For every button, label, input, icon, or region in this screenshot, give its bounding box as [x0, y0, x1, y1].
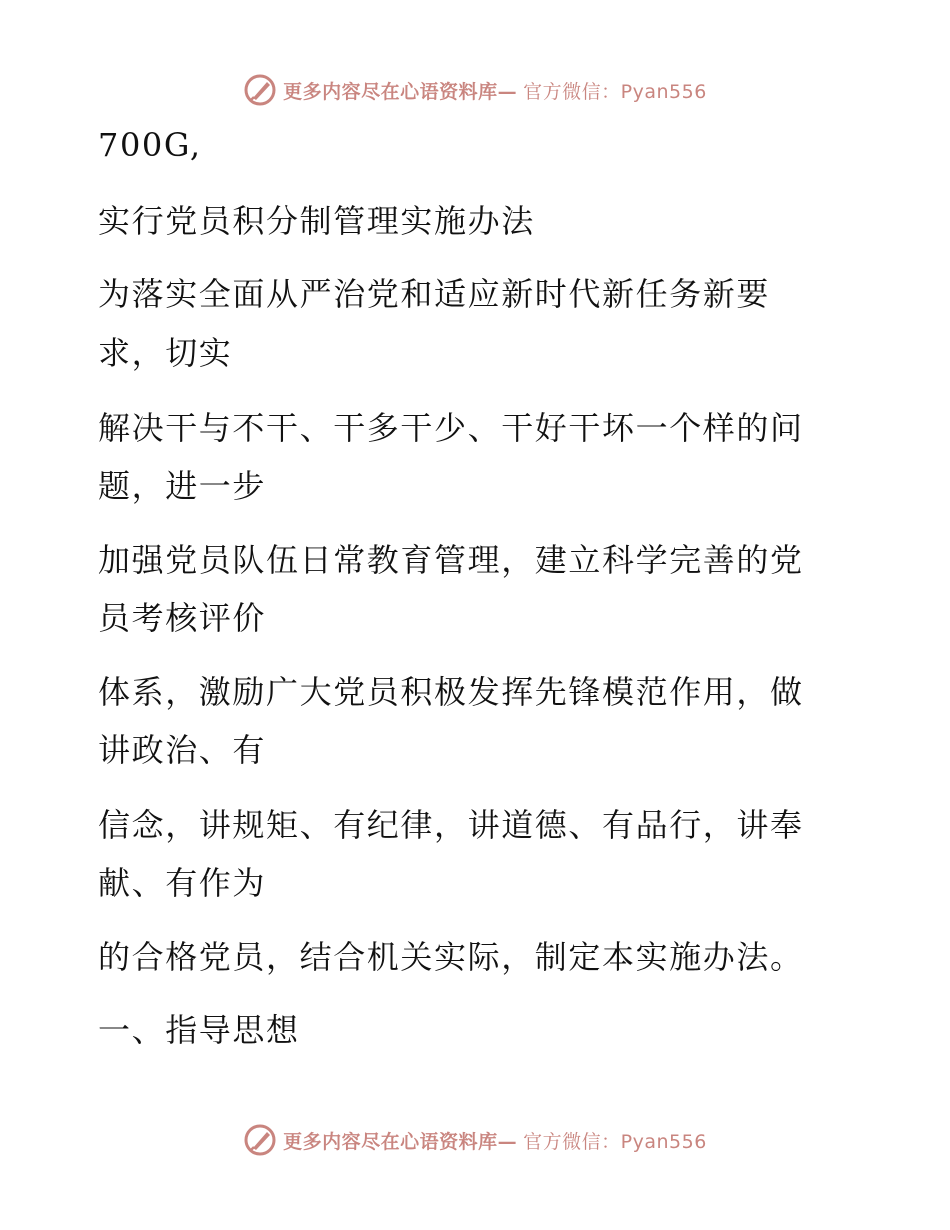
- quill-logo-icon: [243, 1123, 277, 1157]
- watermark-site-text: 更多内容尽在心语资料库—: [283, 80, 518, 103]
- text-line: 题，进一步: [98, 467, 267, 505]
- text-line: 献、有作为: [98, 864, 267, 902]
- text-line: 讲政治、有: [98, 731, 267, 769]
- section-heading: 一、指导思想: [98, 1011, 300, 1049]
- document-title: 实行党员积分制管理实施办法: [98, 202, 535, 240]
- text-line: 700G,: [98, 126, 202, 164]
- text-line: 体系，激励广大党员积极发挥先锋模范作用，做: [98, 673, 804, 711]
- text-line: 求，切实: [98, 334, 233, 372]
- watermark-site-text: 更多内容尽在心语资料库—: [283, 1130, 518, 1153]
- text-line: 解决干与不干、干多干少、干好干坏一个样的问: [98, 409, 804, 447]
- text-line: 加强党员队伍日常教育管理，建立科学完善的党: [98, 541, 804, 579]
- watermark-wechat-text: 官方微信：Pyan556: [523, 1130, 707, 1153]
- footer-watermark: [0, 1120, 950, 1160]
- text-line: 的合格党员，结合机关实际，制定本实施办法。: [98, 938, 804, 976]
- text-line: 员考核评价: [98, 599, 267, 637]
- text-line: 信念，讲规矩、有纪律，讲道德、有品行，讲奉: [98, 806, 804, 844]
- text-line: 为落实全面从严治党和适应新时代新任务新要: [98, 275, 771, 313]
- watermark-wechat-text: 官方微信：Pyan556: [523, 80, 707, 103]
